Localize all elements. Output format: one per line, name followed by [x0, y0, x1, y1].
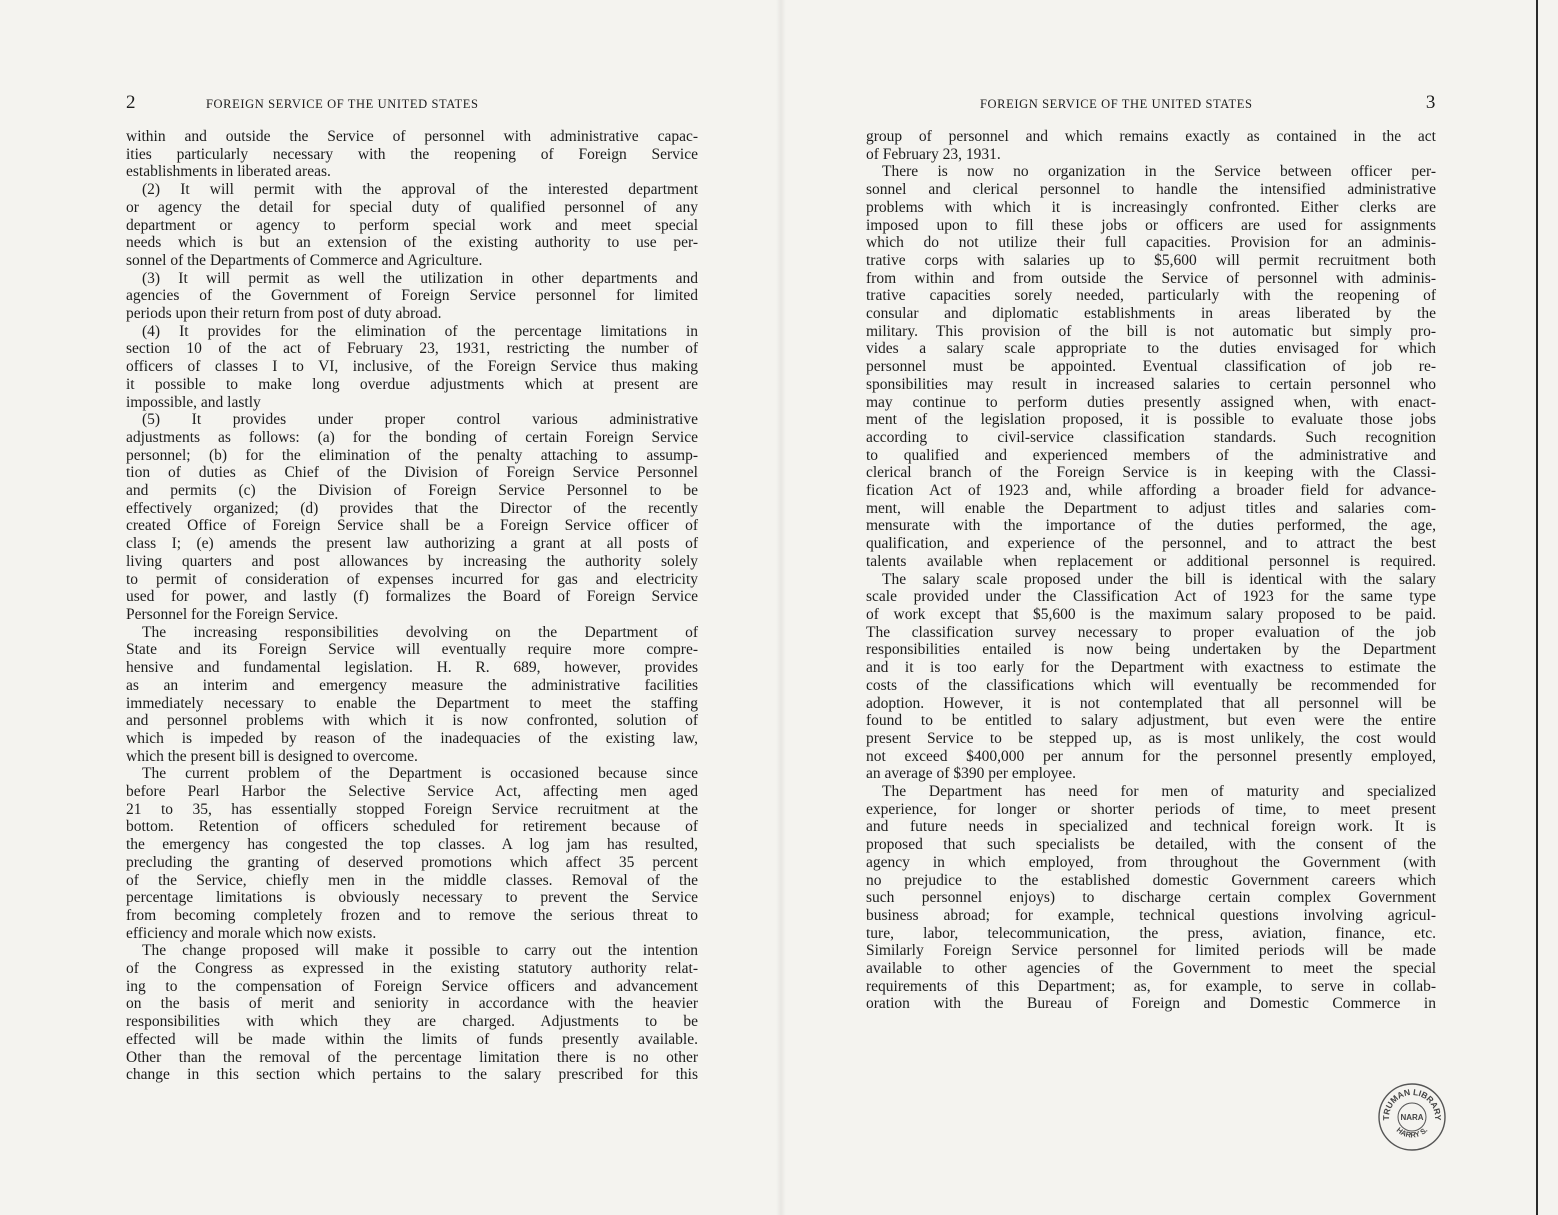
left-text-line: it possible to make long overdue adjustments which at present are [126, 375, 698, 393]
left-text-line: bottom. Retention of officers scheduled for retirement because of [126, 818, 698, 836]
right-text-line: mensurate with the importance of the duties performed, the age, [866, 517, 1436, 535]
left-page [126, 94, 698, 1084]
left-body-text [126, 128, 698, 1084]
right-text-line: of February 23, 1931. [866, 145, 1001, 163]
stamp-center-text: NARA [1400, 1113, 1424, 1122]
left-text-line: which is impeded by reason of the inadequacies of the existing law, [126, 729, 698, 747]
left-text-line: hensive and fundamental legislation. H. R. 689, however, provides [126, 659, 698, 677]
left-text-line: 21 to 35, has essentially stopped Foreign Service recruitment at the [126, 800, 698, 818]
right-running-head [866, 94, 1436, 116]
right-text-line: talents available when replacement or additional personnel is required. [866, 552, 1436, 570]
page-edge [1536, 0, 1538, 1215]
right-text-line: military. This provision of the bill is not automatic but simply pro- [866, 322, 1436, 340]
right-text-line: and future needs in specialized and technical foreign work. It is [866, 818, 1436, 836]
left-text-line: The change proposed will make it possible to carry out the intention [142, 942, 698, 960]
left-text-line: Personnel for the Foreign Service. [126, 605, 339, 623]
left-text-line: precluding the granting of deserved promotions which affect 35 percent [126, 853, 698, 871]
right-text-line: sponsibilities may result in increased salaries to certain personnel who [866, 375, 1436, 393]
left-text-line: from becoming completely frozen and to remove the serious threat to [126, 906, 698, 924]
left-text-line: (2) It will permit with the approval of the interested department [142, 181, 698, 199]
left-text-line: as an interim and emergency measure the administrative facilities [126, 676, 698, 694]
left-text-line: before Pearl Harbor the Selective Service Act, affecting men aged [126, 783, 698, 801]
right-text-line: ture, labor, telecommunication, the press, aviation, finance, etc. [866, 924, 1436, 942]
right-text-line: adoption. However, it is not contemplated that all personnel will be [866, 694, 1436, 712]
left-text-line: within and outside the Service of personnel with administrative capac- [126, 128, 698, 145]
left-text-line: agencies of the Government of Foreign Service personnel for limited [126, 287, 698, 305]
left-text-line: and permits (c) the Division of Foreign Service Personnel to be [126, 482, 698, 500]
left-text-line: ities particularly necessary with the reopening of Foreign Service [126, 145, 698, 163]
right-text-line: agency in which employed, from throughout the Government (with [866, 853, 1436, 871]
svg-text:HARRY S. [1395, 1125, 1430, 1139]
right-text-line: may continue to perform duties presently assigned when, with enact- [866, 393, 1436, 411]
right-text-line: The salary scale proposed under the bill is identical with the salary [882, 570, 1436, 588]
right-text-line: consular and diplomatic establishments in areas liberated by the [866, 305, 1436, 323]
left-text-line: which the present bill is designed to overcome. [126, 747, 418, 765]
left-text-line: living quarters and post allowances by increasing the authority solely [126, 552, 698, 570]
right-text-line: proposed that such specialists be detailed, with the consent of the [866, 836, 1436, 854]
right-text-line: There is now no organization in the Service between officer per- [882, 163, 1436, 181]
left-text-line: used for power, and lastly (f) formalizes the Board of Foreign Service [126, 588, 698, 606]
left-text-line: tion of duties as Chief of the Division of Foreign Service Personnel [126, 464, 698, 482]
left-text-line: officers of classes I to VI, inclusive, of the Foreign Service thus making [126, 358, 698, 376]
right-text-line: present Service to be stepped up, as is most unlikely, the cost would [866, 729, 1436, 747]
stamp-top-text: TRUMAN LIBRARY [1380, 1086, 1444, 1121]
right-text-line: not exceed $400,000 per annum for the personnel presently employed, [866, 747, 1436, 765]
left-text-line: section 10 of the act of February 23, 1931, restricting the number of [126, 340, 698, 358]
right-running-title: FOREIGN SERVICE OF THE UNITED STATES [980, 97, 1253, 111]
right-text-line: costs of the classifications which will eventually be recommended for [866, 676, 1436, 694]
left-text-line: the emergency has congested the top classes. A log jam has resulted, [126, 836, 698, 854]
left-text-line: or agency the detail for special duty of qualified personnel of any [126, 198, 698, 216]
right-text-line: scale provided under the Classification Act of 1923 for the same type [866, 588, 1436, 606]
left-text-line: class I; (e) amends the present law authorizing a grant at all posts of [126, 535, 698, 553]
left-text-line: and personnel problems with which it is now confronted, solution of [126, 712, 698, 730]
right-text-line: no prejudice to the established domestic Government careers which [866, 871, 1436, 889]
right-text-line: personnel must be appointed. Eventual classification of job re- [866, 358, 1436, 376]
right-text-line: experience, for longer or shorter periods of time, to meet present [866, 800, 1436, 818]
right-text-line: found to be entitled to salary adjustment, but even were the entire [866, 712, 1436, 730]
left-text-line: effected will be made within the limits of funds presently available. [126, 1030, 698, 1048]
left-text-line: created Office of Foreign Service shall be a Foreign Service officer of [126, 517, 698, 535]
right-text-line: from within and from outside the Service of personnel with adminis- [866, 269, 1436, 287]
right-text-line: The Department has need for men of maturity and specialized [882, 783, 1436, 801]
right-text-line: an average of $390 per employee. [866, 765, 1077, 783]
right-text-line: qualification, and experience of the personnel, and to attract the best [866, 535, 1436, 553]
right-body-text [866, 128, 1436, 1013]
right-text-line: oration with the Bureau of Foreign and Domestic Commerce in [866, 995, 1436, 1013]
right-text-line: imposed upon to fill these jobs or officers are used for assignments [866, 216, 1436, 234]
right-text-line: sonnel and clerical personnel to handle the intensified administrative [866, 181, 1436, 199]
stamp-bottom-text: HARRY S. [1394, 1125, 1430, 1140]
right-text-line: problems with which it is increasingly confronted. Either clerks are [866, 198, 1436, 216]
right-text-line: business abroad; for example, technical questions involving agricul- [866, 906, 1436, 924]
left-text-line: periods upon their return from post of duty abroad. [126, 305, 442, 323]
left-text-line: to permit of consideration of expenses incurred for gas and electricity [126, 570, 698, 588]
right-text-line: which do not utilize their full capacities. Provision for an adminis- [866, 234, 1436, 252]
right-text-line: to qualified and experienced members of the administrative and [866, 446, 1436, 464]
left-text-line: of the Service, chiefly men in the middle classes. Removal of the [126, 871, 698, 889]
right-text-line: ment, will enable the Department to adjust titles and salaries com- [866, 499, 1436, 517]
left-text-line: ing to the compensation of Foreign Service officers and advancement [126, 977, 698, 995]
right-text-line: ment of the legislation proposed, it is possible to evaluate those jobs [866, 411, 1436, 429]
left-text-line: personnel; (b) for the elimination of the penalty attaching to assump- [126, 446, 698, 464]
right-text-line: available to other agencies of the Government to meet the special [866, 960, 1436, 978]
left-text-line: (3) It will permit as well the utilization in other departments and [142, 269, 698, 287]
left-page-number: 2 [126, 92, 137, 113]
left-text-line: (4) It provides for the elimination of the percentage limitations in [142, 322, 698, 340]
left-running-title: FOREIGN SERVICE OF THE UNITED STATES [206, 97, 479, 111]
left-text-line: sonnel of the Departments of Commerce and Agriculture. [126, 251, 483, 269]
right-text-line: group of personnel and which remains exactly as contained in the act [866, 128, 1436, 145]
left-text-line: on the basis of merit and seniority in accordance with the heavier [126, 995, 698, 1013]
right-text-line: The classification survey necessary to proper evaluation of the job [866, 623, 1436, 641]
right-text-line: fication Act of 1923 and, while affording a broader field for advance- [866, 482, 1436, 500]
right-text-line: according to civil-service classification standards. Such recognition [866, 428, 1436, 446]
left-text-line: effectively organized; (d) provides that the Director of the recently [126, 499, 698, 517]
left-text-line: change in this section which pertains to the salary prescribed for this [126, 1066, 698, 1084]
right-text-line: clerical branch of the Foreign Service is in keeping with the Classi- [866, 464, 1436, 482]
left-text-line: (5) It provides under proper control various administrative [142, 411, 698, 429]
left-text-line: of the Congress as expressed in the existing statutory authority relat- [126, 960, 698, 978]
right-text-line: trative capacities sorely needed, particularly with the reopening of [866, 287, 1436, 305]
left-text-line: percentage limitations is obviously necessary to prevent the Service [126, 889, 698, 907]
left-running-head [126, 94, 698, 116]
left-text-line: efficiency and morale which now exists. [126, 924, 377, 942]
left-text-line: immediately necessary to enable the Department to meet the staffing [126, 694, 698, 712]
left-text-line: needs which is but an extension of the existing authority to use per- [126, 234, 698, 252]
left-text-line: adjustments as follows: (a) for the bonding of certain Foreign Service [126, 428, 698, 446]
right-page [866, 94, 1436, 1013]
right-text-line: responsibilities entailed is now being undertaken by the Department [866, 641, 1436, 659]
left-text-line: department or agency to perform special work and meet special [126, 216, 698, 234]
left-text-line: The increasing responsibilities devolving on the Department of [142, 623, 698, 641]
left-text-line: responsibilities with which they are charged. Adjustments to be [126, 1013, 698, 1031]
right-text-line: trative corps with salaries up to $5,600 will permit recruitment both [866, 251, 1436, 269]
left-text-line: Other than the removal of the percentage limitation there is no other [126, 1048, 698, 1066]
right-text-line: of work except that $5,600 is the maximum salary proposed to be paid. [866, 605, 1436, 623]
left-text-line: The current problem of the Department is occasioned because since [142, 765, 698, 783]
right-text-line: and it is too early for the Department with exactness to estimate the [866, 659, 1436, 677]
page-gutter [776, 0, 786, 1215]
right-text-line: Similarly Foreign Service personnel for limited periods will be made [866, 942, 1436, 960]
right-text-line: such personnel enjoys) to discharge certain complex Government [866, 889, 1436, 907]
left-text-line: State and its Foreign Service will eventually require more compre- [126, 641, 698, 659]
right-text-line: vides a salary scale appropriate to the duties envisaged for which [866, 340, 1436, 358]
nara-stamp [1377, 1082, 1447, 1152]
right-page-number: 3 [1425, 92, 1436, 113]
left-text-line: establishments in liberated areas. [126, 163, 331, 181]
right-text-line: requirements of this Department; as, for example, to serve in collab- [866, 977, 1436, 995]
left-text-line: impossible, and lastly [126, 393, 261, 411]
